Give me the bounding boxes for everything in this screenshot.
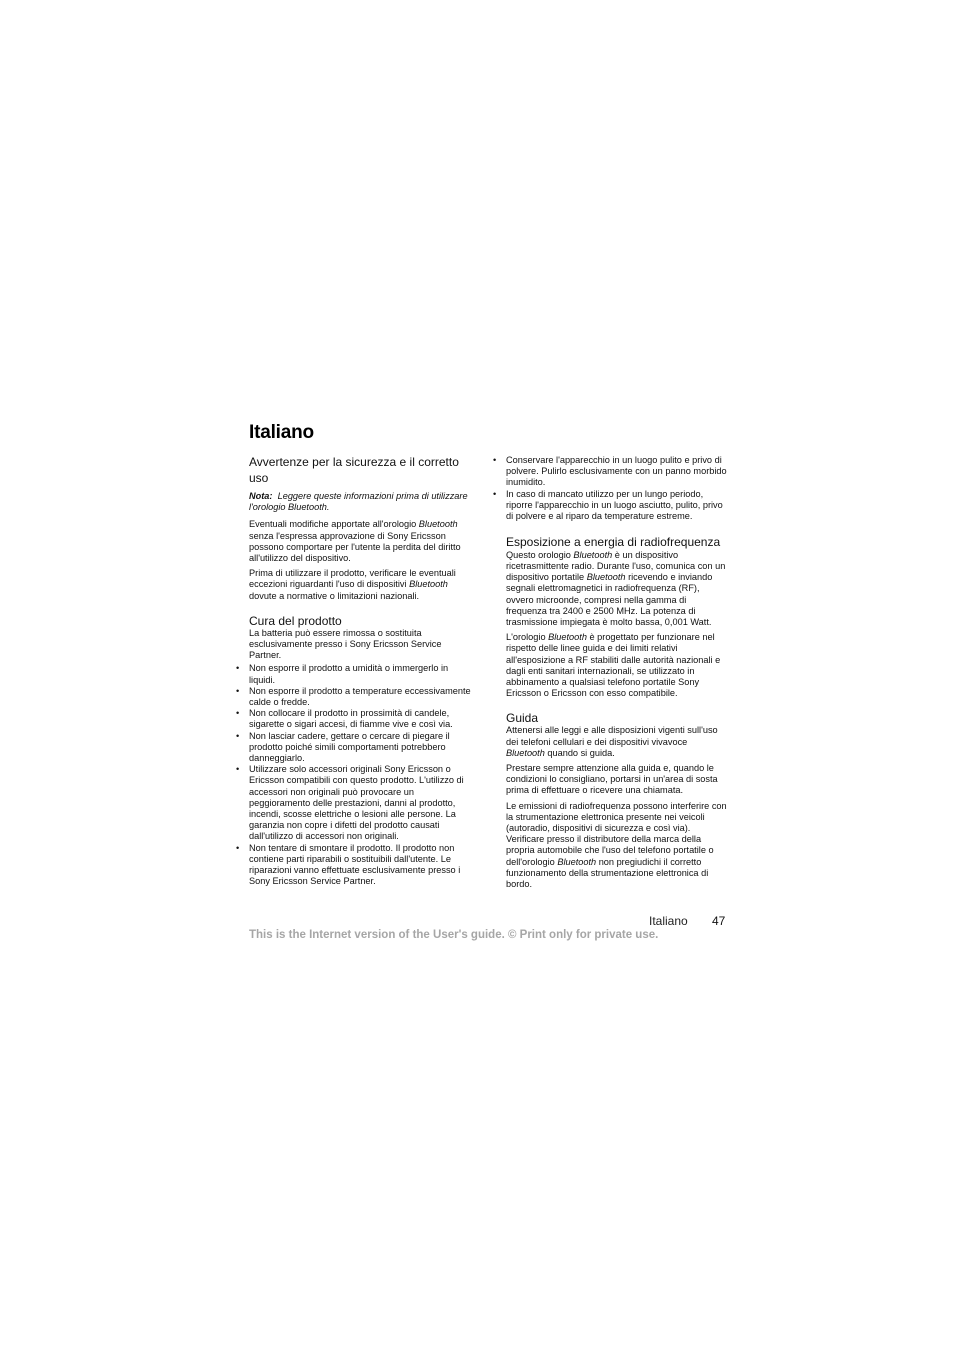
rf-heading: Esposizione a energia di radiofrequenza (506, 535, 721, 550)
driving-paragraph-1: Attenersi alle leggi e alle disposizioni vigenti sull'uso dei telefoni cellulari e dei dispositivi vivavoce Bluetooth quando si guida. (506, 725, 718, 758)
list-item: • Non esporre il prodotto a temperature eccessivamente calde o fredde. (236, 685, 471, 708)
driving-section (506, 711, 728, 890)
note-label: Nota: (249, 491, 273, 501)
list-item: • Conservare l'apparecchio in un luogo pulito e privo di polvere. Pulirlo esclusivamente con un panno morbido inumidito. (493, 455, 727, 488)
note (249, 491, 471, 513)
list-item: • Non tentare di smontare il prodotto. Il prodotto non contiene parti riparabili o sostituibili dall'utente. Le riparazioni vanno effettuate esclusivamente presso i Sony Ericsson Service Partner. (236, 842, 461, 887)
driving-heading: Guida (506, 711, 539, 726)
page-number: 47 (712, 914, 726, 928)
footer-section-label: Italiano (649, 914, 688, 928)
right-column (493, 455, 728, 894)
rf-paragraph-1: Questo orologio Bluetooth è un dispositivo ricetrasmittente radio. Durante l'uso, comunica con un dispositivo portatile Bluetooth ricevendo e inviando segnali elettromagnetici in radiofrequenza (RF), ovvero microonde, compresi nella gamma di frequenza tra 2400 e 2500 MHz. La potenza di trasmissione impiegata è molto bassa, 0,001 Watt. (506, 549, 726, 627)
driving-paragraph-2: Prestare sempre attenzione alla guida e, quando le condizioni lo consigliano, portarsi in un'area di sosta prima di effettuare o ricevere una chiamata. (506, 762, 718, 796)
rf-paragraph-2: L'orologio Bluetooth è progettato per funzionare nel rispetto delle linee guida e dei limiti relativi all'esposizione a RF stabiliti dalle autorità nazionali e dagli enti sanitari internazionali, se utilizzato in abbinamento a qualsiasi telefono portatile Sony Ericsson o Ericsson con esso compatibile. (506, 632, 721, 699)
page-title: Italiano (249, 422, 314, 443)
care-list-continued (493, 455, 728, 522)
list-item: • Non lasciar cadere, gettare o cercare di piegare il prodotto poiché simili comportamenti potrebbero danneggiarlo. (236, 730, 450, 764)
care-heading: Cura del prodotto (249, 613, 342, 628)
note-text: Leggere queste informazioni prima di utilizzare l'orologio Bluetooth. (249, 491, 468, 513)
left-column (236, 455, 471, 888)
care-section (236, 613, 471, 888)
paragraph-national-limits: Prima di utilizzare il prodotto, verificare le eventuali eccezioni riguardanti l'uso di dispositivi Bluetooth dovute a normative o limitazioni nazionali. (249, 568, 456, 601)
list-item: • In caso di mancato utilizzo per un lungo periodo, riporre l'apparecchio in un luogo asciutto, pulito, privo di polvere e al riparo da temperature estreme. (493, 488, 723, 522)
watermark-notice: This is the Internet version of the User's guide. © Print only for private use. (249, 929, 659, 941)
care-list (236, 663, 471, 887)
list-item: • Non esporre il prodotto a umidità o immergerlo in liquidi. (236, 663, 449, 685)
safety-heading: Avvertenze per la sicurezza e il corretto uso (249, 455, 459, 485)
list-item: • Utilizzare solo accessori originali Sony Ericsson o Ericsson compatibili con questo prodotto. L'utilizzo di accessori non originali può provocare un peggioramento delle prestazioni, danni al prodotto, incendi, scosse elettriche o lesioni alle persone. La garanzia non copre i difetti del prodotto causati dall'utilizzo di accessori non originali. (236, 764, 464, 842)
driving-paragraph-3: Le emissioni di radiofrequenza possono interferire con la strumentazione elettronica presente nei veicoli (autoradio, dispositivi di sicurezza e così via). Verificare presso il distributore della marca della propria automobile che l'uso del telefono portatile o dell'orologio Bluetooth non pregiudichi il corretto funzionamento della strumentazione elettronica di bordo. (506, 800, 727, 889)
paragraph-modifications: Eventuali modifiche apportate all'orologio Bluetooth senza l'espressa approvazione di Sony Ericsson possono comportare per l'utente la perdita del diritto all'utilizzo del dispositivo. (249, 519, 461, 564)
care-intro: La batteria può essere rimossa o sostituita esclusivamente presso i Sony Ericsson Service Partner. (249, 627, 442, 661)
rf-section (506, 536, 728, 699)
list-item: • Non collocare il prodotto in prossimità di candele, sigarette o sigari accesi, di fiamme vive e così via. (236, 708, 453, 730)
